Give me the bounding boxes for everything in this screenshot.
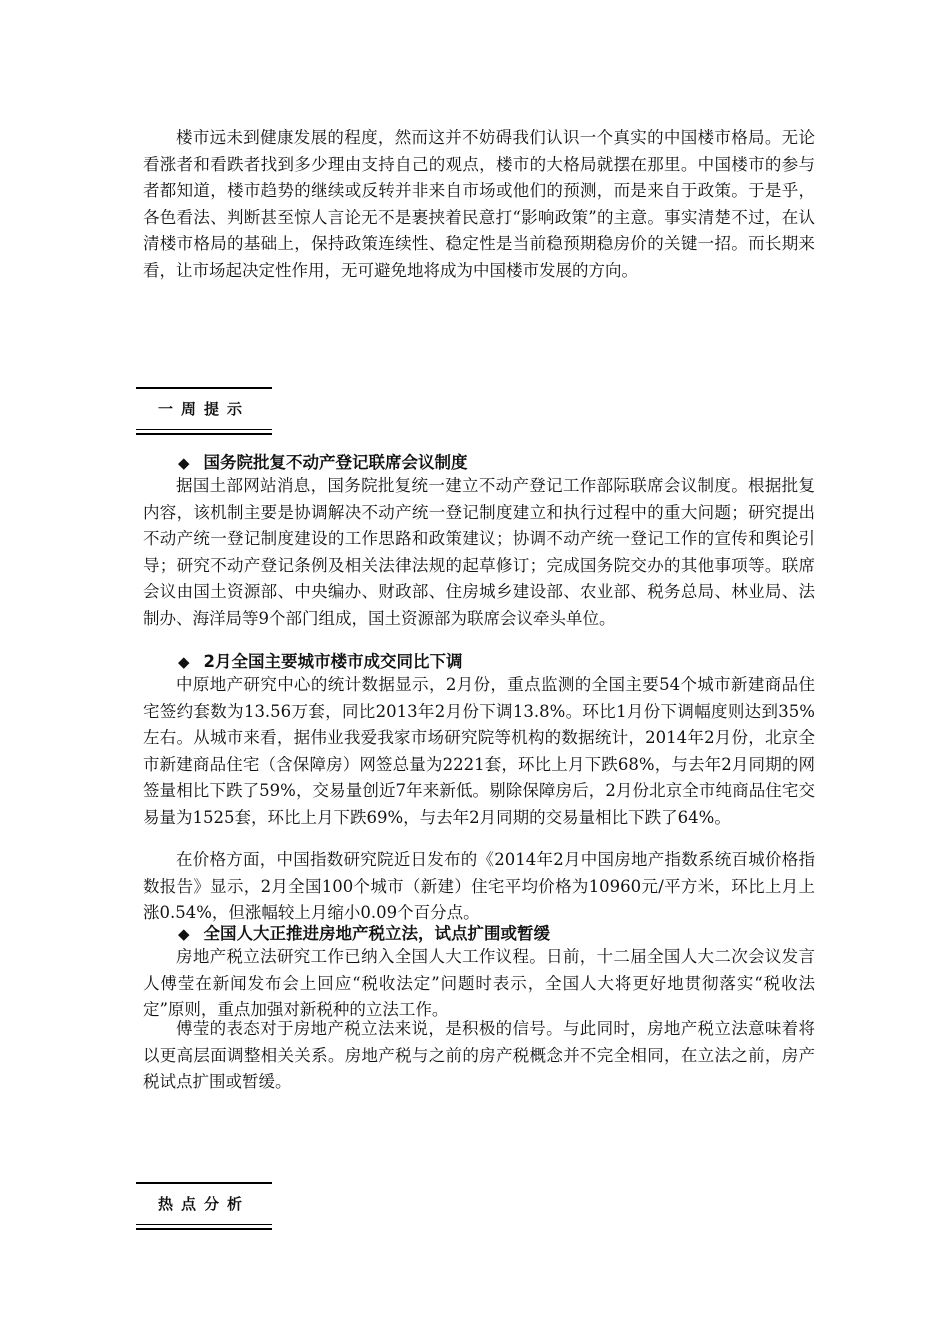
item-2-paragraph-2: 在价格方面，中国指数研究院近日发布的《2014年2月中国房地产指数系统百城价格指数报告》显示，2月全国100个城市（新建）住宅平均价格为10960元/平方米，环比上月上涨0.54%，但涨幅较上月缩小0.09个百分点。 bbox=[143, 850, 815, 923]
bullet-heading-2 bbox=[178, 650, 463, 674]
section-title-weekly: 一周提示 bbox=[157, 400, 250, 418]
bullet-heading-text: 全国人大正推进房地产税立法，试点扩围或暂缓 bbox=[203, 924, 551, 943]
bullet-heading-text: 国务院批复不动产登记联席会议制度 bbox=[203, 453, 468, 472]
item-3-paragraph-1: 房地产税立法研究工作已纳入全国人大工作议程。日前，十二届全国人大二次会议发言人傅莹在新闻发布会上回应“税收法定”问题时表示，全国人大将更好地贯彻落实“税收法定”原则，重点加强对新税种的立法工作。 bbox=[143, 947, 815, 1020]
diamond-bullet-icon: ◆ bbox=[178, 653, 190, 671]
header-bottom-rule-thick bbox=[136, 433, 272, 435]
bullet-heading-text: 2月全国主要城市楼市成交同比下调 bbox=[203, 652, 463, 671]
header-bottom-rule bbox=[136, 429, 272, 430]
bullet-heading-3 bbox=[178, 922, 550, 946]
item-2-paragraph-1: 中原地产研究中心的统计数据显示，2月份，重点监测的全国主要54个城市新建商品住宅签约套数为13.56万套，同比2013年2月份下调13.8%。环比1月份下调幅度则达到35%左右。从城市来看，据伟业我爱我家市场研究院等机构的数据统计，2014年2月份，北京全市新建商品住宅（含保障房）网签总量为2221套，环比上月下跌68%，与去年2月同期的网签量相比下跌了59%，交易量创近7年来新低。剔除保障房后，2月份北京全市纯商品住宅交易量为1525套，环比上月下跌69%，与去年2月同期的交易量相比下跌了64%。 bbox=[143, 675, 815, 827]
header-bottom-rule-thick bbox=[136, 1228, 272, 1230]
section-title-hotspot: 热点分析 bbox=[157, 1195, 250, 1213]
item-3-paragraph-2: 傅莹的表态对于房地产税立法来说，是积极的信号。与此同时，房地产税立法意味着将以更高层面调整相关关系。房地产税与之前的房产税概念并不完全相同，在立法之前，房产税试点扩围或暂缓。 bbox=[143, 1019, 815, 1092]
intro-paragraph: 楼市远未到健康发展的程度，然而这并不妨碍我们认识一个真实的中国楼市格局。无论看涨者和看跌者找到多少理由支持自己的观点，楼市的大格局就摆在那里。中国楼市的参与者都知道，楼市趋势的继续或反转并非来自市场或他们的预测，而是来自于政策。于是乎，各色看法、判断甚至惊人言论无不是裹挟着民意打“影响政策”的主意。事实清楚不过，在认清楼市格局的基础上，保持政策连续性、稳定性是当前稳预期稳房价的关键一招。而长期来看，让市场起决定性作用，无可避免地将成为中国楼市发展的方向。 bbox=[143, 128, 815, 280]
header-bottom-rule bbox=[136, 1224, 272, 1225]
bullet-heading-1 bbox=[178, 451, 468, 475]
section-header-weekly bbox=[136, 387, 272, 435]
diamond-bullet-icon: ◆ bbox=[178, 925, 190, 943]
section-header-hotspot bbox=[136, 1182, 272, 1230]
item-1-paragraph-1: 据国土部网站消息，国务院批复统一建立不动产登记工作部际联席会议制度。根据批复内容，该机制主要是协调解决不动产统一登记制度建立和执行过程中的重大问题；研究提出不动产统一登记制度建设的工作思路和政策建议；协调不动产统一登记工作的宣传和舆论引导；研究不动产登记条例及相关法律法规的起草修订；完成国务院交办的其他事项等。联席会议由国土资源部、中央编办、财政部、住房城乡建设部、农业部、税务总局、林业局、法制办、海洋局等9个部门组成，国土资源部为联席会议牵头单位。 bbox=[143, 476, 815, 628]
diamond-bullet-icon: ◆ bbox=[178, 454, 190, 472]
